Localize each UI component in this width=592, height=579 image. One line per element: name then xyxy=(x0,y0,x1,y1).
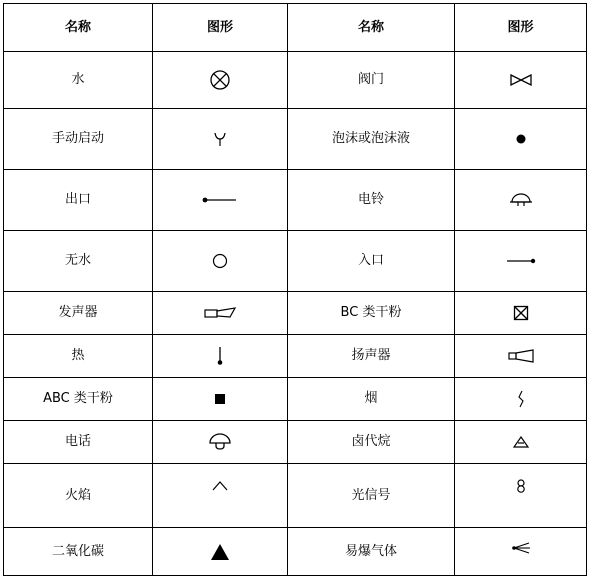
symbol-cell xyxy=(455,292,587,335)
name-cell: 二氧化碳 xyxy=(4,528,153,576)
open-circle-icon xyxy=(212,253,228,269)
gas-rays-icon xyxy=(511,542,531,554)
thermometer-icon xyxy=(217,346,223,366)
table-row xyxy=(4,292,587,335)
table-row xyxy=(4,464,587,528)
name-cell: 烟 xyxy=(288,378,455,421)
name-cell: 光信号 xyxy=(288,464,455,528)
caret-icon xyxy=(212,481,228,491)
filled-square-icon xyxy=(214,393,226,405)
symbol-cell xyxy=(455,528,587,576)
symbol-cell xyxy=(153,335,288,378)
symbol-cell xyxy=(153,292,288,335)
symbol-cell xyxy=(153,170,288,231)
name-cell: 手动启动 xyxy=(4,109,153,170)
symbol-cell xyxy=(153,464,288,528)
table-row xyxy=(4,335,587,378)
symbol-table xyxy=(3,3,587,576)
symbol-cell xyxy=(455,335,587,378)
name-cell: 热 xyxy=(4,335,153,378)
symbol-cell xyxy=(153,378,288,421)
name-cell: 入口 xyxy=(288,231,455,292)
outlet-line-icon xyxy=(202,196,238,204)
name-cell: 扬声器 xyxy=(288,335,455,378)
header-name-2: 名称 xyxy=(288,4,455,52)
table-row xyxy=(4,421,587,464)
table-row xyxy=(4,170,587,231)
header-row xyxy=(4,4,587,52)
header-shape-1: 图形 xyxy=(153,4,288,52)
name-cell: 易爆气体 xyxy=(288,528,455,576)
table-row xyxy=(4,52,587,109)
symbol-cell xyxy=(455,464,587,528)
name-cell: ABC 类干粉 xyxy=(4,378,153,421)
filled-triangle-icon xyxy=(210,543,230,561)
bell-icon xyxy=(509,192,533,208)
name-cell: 电话 xyxy=(4,421,153,464)
name-cell: 出口 xyxy=(4,170,153,231)
name-cell: 水 xyxy=(4,52,153,109)
symbol-cell xyxy=(153,52,288,109)
name-cell: 电铃 xyxy=(288,170,455,231)
name-cell: 火焰 xyxy=(4,464,153,528)
symbol-cell xyxy=(153,109,288,170)
symbol-cell xyxy=(153,528,288,576)
table-row xyxy=(4,528,587,576)
triangle-bar-icon xyxy=(513,436,529,448)
light-8-icon xyxy=(516,479,526,493)
box-cross-icon xyxy=(513,305,529,321)
header-name-1: 名称 xyxy=(4,4,153,52)
table-row xyxy=(4,378,587,421)
name-cell: 发声器 xyxy=(4,292,153,335)
y-fork-icon xyxy=(213,131,227,147)
symbol-cell xyxy=(455,231,587,292)
symbol-cell xyxy=(455,170,587,231)
loudspeaker-icon xyxy=(508,349,534,363)
table-row xyxy=(4,109,587,170)
name-cell: 无水 xyxy=(4,231,153,292)
name-cell: 阀门 xyxy=(288,52,455,109)
sounder-icon xyxy=(204,307,236,319)
name-cell: 泡沫或泡沫液 xyxy=(288,109,455,170)
filled-dot-icon xyxy=(515,133,527,145)
symbol-cell xyxy=(455,52,587,109)
smoke-squiggle-icon xyxy=(517,390,525,408)
symbol-cell xyxy=(455,378,587,421)
circle-cross-icon xyxy=(209,69,231,91)
valve-bowtie-icon xyxy=(510,74,532,86)
telephone-icon xyxy=(209,433,231,451)
table-row xyxy=(4,231,587,292)
symbol-cell xyxy=(455,421,587,464)
symbol-cell xyxy=(153,231,288,292)
header-shape-2: 图形 xyxy=(455,4,587,52)
name-cell: 卤代烷 xyxy=(288,421,455,464)
symbol-cell xyxy=(153,421,288,464)
inlet-line-icon xyxy=(506,257,536,265)
name-cell: BC 类干粉 xyxy=(288,292,455,335)
symbol-table-container xyxy=(3,3,586,575)
symbol-cell xyxy=(455,109,587,170)
